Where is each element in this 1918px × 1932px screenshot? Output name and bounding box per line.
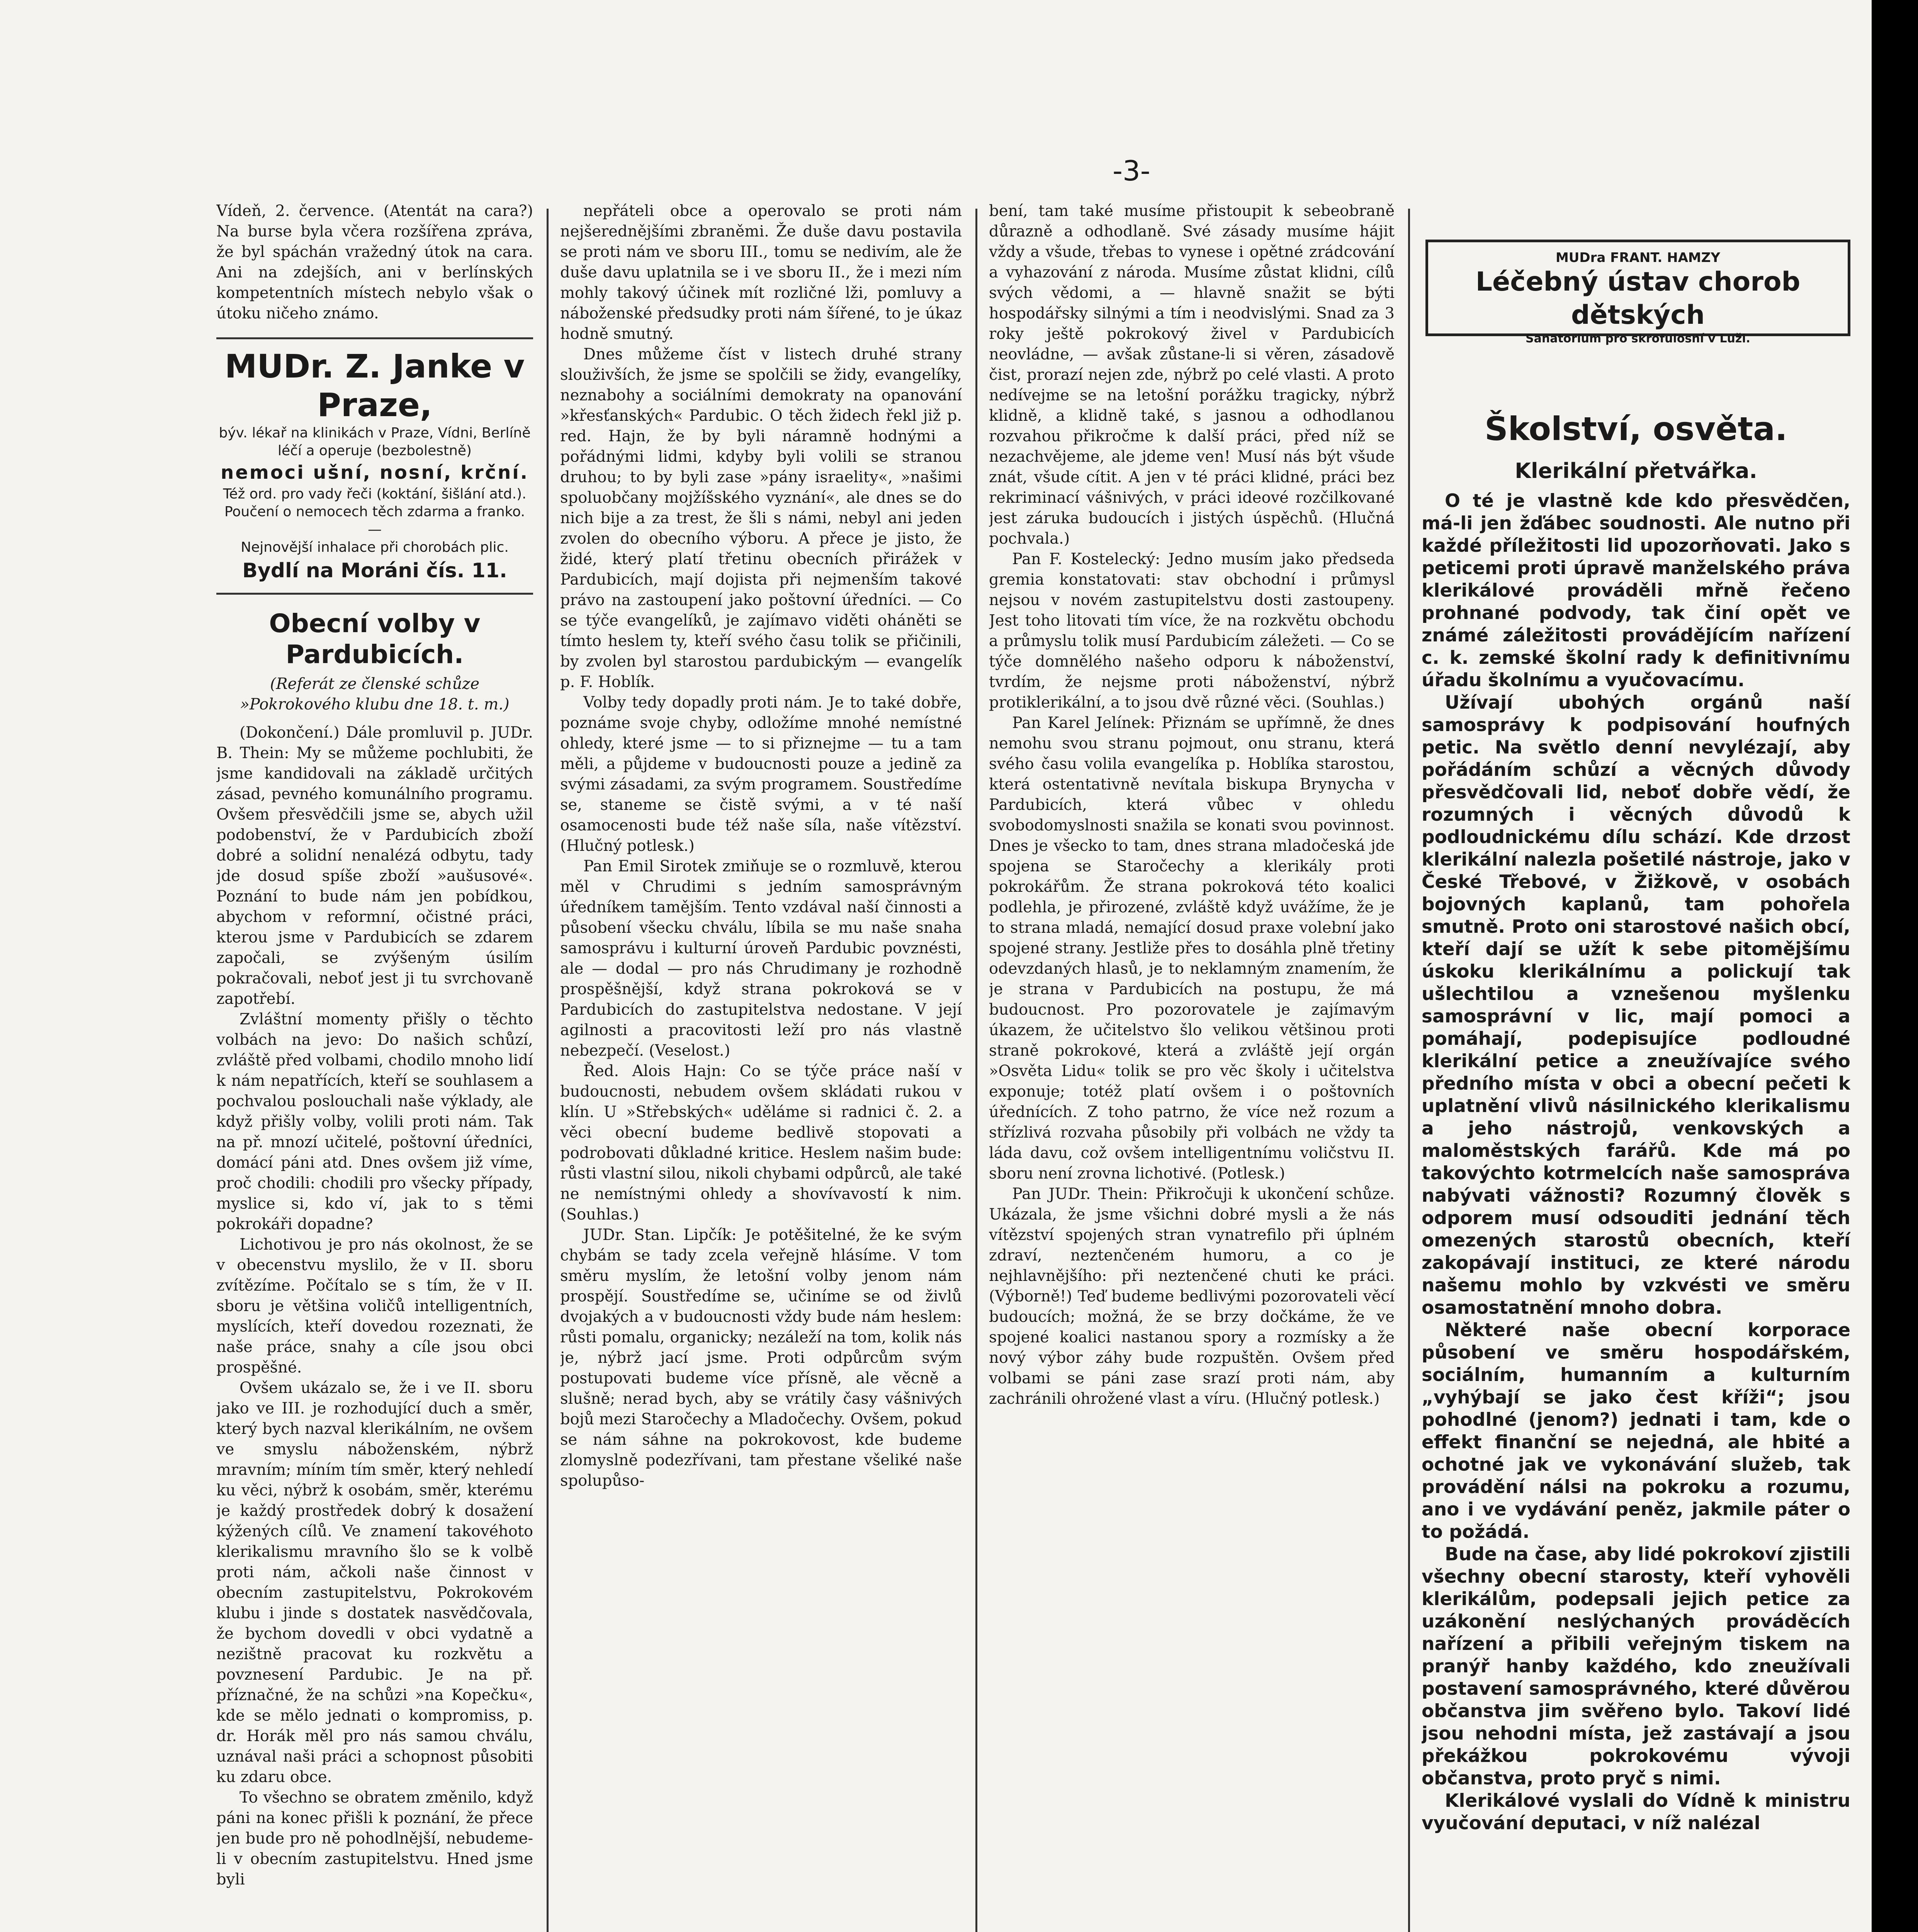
sanatorium-ad-title: Léčebný ústav chorob dětských	[1475, 267, 1801, 330]
paragraph: Užívají ubohých orgánů naší samosprávy k podpisování houfných petic. Na světlo denní nevylézají, aby pořádáním schůzí a věcných důvody přesvědčovali lid, neboť dobře vědí, že rozumných i věcných důvodů k podloudnickému dílu schází. Kde drzost klerikální nalezla pošetilé nástroje, jako v České Třebové, v Žižkově, v osobách bojovných kaplanů, tam pohořela smutně. Proto oni starostové našich obcí, kteří dají se užít k sebe pitomějšímu úskoku klerikálnímu a polickují tak ušlechtilou a vznešenou myšlenku samosprávní v lic, mají pomoci a pomáhají, podepisujíce podloudné klerikální petice a zneužívajíce svého předního místa v obci a obecní pečeti k uplatnění vlivů násilnického klerikalismu a jeho nástrojů, venkovských a maloměstských farářů. Kde má po takovýchto kotrmelcích naše samospráva nabývati vážnosti? Rozumný člověk s odporem musí odsouditi jednání těch omezených starostů obecních, kteří zakopávají instituci, ze které národu našemu mohlo by vzkvésti ve směru osamostatnění mnoho dobra.	[1422, 692, 1850, 1318]
paragraph: Pan F. Kostelecký: Jedno musím jako předseda gremia konstatovati: stav obchodní i průmysl nejsou v novém zastupitelstvu dosti zastoupeny. Jest toho litovati tím více, že na rozkvětu obchodu a průmyslu tolik musí Pardubicím záležeti. — Co se týče domnělého našeho odporu k náboženství, tvrdím, že nejsme proti náboženství, nýbrž protiklerikální, a to jsou dvě různé věci. (Souhlas.)	[989, 550, 1395, 711]
paragraph: Pan Emil Sirotek zmiňuje se o rozmluvě, kterou měl v Chrudimi s jedním samosprávným úředníkem tamějším. Tento vzdával naší činnosti a působení všecku chválu, líbila se mu naše snaha samosprávu i kulturní úroveň Pardubic povznésti, ale — dodal — pro nás Chrudimany je rozhodně prospěšnější, když strana pokroková se v Pardubicích do zastupitelstva nedostane. V její agilnosti a pracovitosti leží pro nás vlastně nebezpečí. (Veselost.)	[560, 857, 962, 1060]
sanatorium-ad	[1425, 240, 1850, 345]
sanatorium-ad-doctor: MUDra FRANT. HAMZY	[1555, 250, 1721, 265]
paragraph: bení, tam také musíme přistoupit k sebeobraně důrazně a odhodlaně. Své zásady musíme hájit vždy a všude, třebas to vynese i opětné zrádcování a vyhazování z národa. Musíme zůstat klidni, cílů svých vědomi, a — hlavně snažit se býti hospodářsky silnými a tím i neodvislými. Snad za 3 roky ještě pokrokový živel v Pardubicích neovládne, — avšak zůstane-li si věren, zásadově čist, prorazí nejen zde, nýbrž po celé vlasti. A proto nedívejme se na letošní porážku tragicky, nýbrž klidně, a klidně také, s jasnou a odhodlanou rozvahou přikročme k další práci, před níž se nezachvějeme, ale jdeme ven! Musí nás být všude znát, všude cítit. A jen v té práci klidné, práci bez rekriminací vášnivých, v práci ideové rozčilkované jest záruka budoucích i jistých úspěchů. (Hlučná pochvala.)	[989, 202, 1395, 548]
doctor-ad-title: MUDr. Z. Janke v Praze,	[224, 347, 525, 424]
paragraph: Volby tedy dopadly proti nám. Je to také dobře, poznáme svoje chyby, odložíme mnohé nemístné ohledy, které jsme — to si přiznejme — tu a tam měli, a půjdeme v budoucnosti pouze a jedině za svými zásadami, za svým programem. Soustředíme se, staneme se čistě svými, a v té naší osamocenosti bude též naše síla, naše vítězství. (Hlučný potlesk.)	[560, 694, 962, 855]
article-headline: Obecní volby v Pardubicích.	[269, 609, 481, 669]
sanatorium-ad-subtitle: Sanatorium pro skrofulosní v Luži.	[1526, 332, 1750, 345]
column-4	[1422, 402, 1850, 1932]
doctor-ad-line: Nejnovější inhalace při chorobách plic.	[241, 539, 509, 555]
article-title: Klerikální přetvářka.	[1515, 459, 1757, 483]
section-title: Školství, osvěta.	[1485, 410, 1787, 448]
paragraph: nepřáteli obce a operovalo se proti nám nejšerednějšími zbraněmi. Že duše davu postavila se proti nám ve sboru III., tomu se nedivím, ale že duše davu uplatnila se i ve sboru II., že i mezi ním mohly takový účinek mít rozličné lži, pomluvy a náboženské předsudky proti nám šířené, to je úkaz hodně smutný.	[560, 202, 962, 343]
paragraph: Řed. Alois Hajn: Co se týče práce naší v budoucnosti, nebudem ovšem skládati rukou v klín. U »Střebských« uděláme si radnici č. 2. a věci obecní budeme bedlivě stopovati a podrobovati důkladné kritice. Heslem našim bude: růsti vlastní silou, nikoli chybami odpůrců, ale také ne nemístnými ohledy a shovívavostí k nim. (Souhlas.)	[560, 1062, 962, 1223]
column-2	[560, 201, 962, 1932]
column-divider	[547, 209, 549, 1932]
page-number: -3-	[1113, 155, 1150, 187]
paragraph: Některé naše obecní korporace působení ve směru hospodářském, sociálním, humanním a kulturním „vyhýbají se jako čest kříži“; jsou pohodlné (jenom?) jednati i tam, kde o effekt finanční se nejedná, ale hbité a ochotné jak ve vykonávání služeb, tak provádění nálsi na pokroku a rozumu, ano i ve vydávání peněz, jakmile páter o to požádá.	[1422, 1320, 1850, 1543]
doctor-ad-line: léčí a operuje (bezbolestně)	[278, 443, 472, 459]
doctor-ad-address: Bydlí na Moráni čís. 11.	[242, 559, 507, 582]
doctor-ad-line: Též ord. pro vady řeči (koktání, šišlání atd.).	[223, 486, 527, 502]
doctor-ad-specialties: nemoci ušní, nosní, krční.	[221, 462, 529, 483]
paragraph: Pan Karel Jelínek: Přiznám se upřímně, že dnes nemohu svou stranu pojmout, onu stranu, která svého času volila evangelíka p. Hoblíka starostou, která ostentativně nevítala biskupa Brynycha v Pardubicích, která vůbec v ohledu svobodomyslnosti snažila se konati svou povinnost. Dnes je všecko to tam, dnes strana mladočeská jde spojena se Staročechy a klerikály proti pokrokářům. Že strana pokroková této koalici podlehla, je přirozené, zvláště když uvážíme, že je to strana mladá, nemající dosud praxe volební jako spojené strany. Jestliže přes to dosáhla plně třetiny odevzdaných hlasů, je to neklamným znamením, že je strana v Pardubicích na postupu, že má budoucnost. Pro pozorovatele je zajímavým úkazem, že učitelstvo šlo velikou většinou proti straně pokrokové, která a zvláště její orgán »Osvěta Lidu« tolik se pro věc školy i učitelstva exponuje; totéž platí ovšem i o poštovních úřednících. Z toho patrno, že více než rozum a střízlivá rozvaha působily při volbách ne vždy ta láda davu, což ovšem intelligentnímu voličstvu II. sboru není zrovna lichotivé. (Potlesk.)	[989, 714, 1395, 1182]
doctor-ad-line: Poučení o nemocech těch zdarma a franko. —	[224, 504, 525, 537]
scan-edge	[1872, 0, 1918, 1932]
column-1	[216, 201, 533, 1932]
paragraph: Bude na čase, aby lidé pokrokoví zjistili všechny obecní starosty, kteří vyhověli klerikálům, podepsali jejich petice za uzákonění neslýchaných prováděcích nařízení a přibili veřejným tiskem na pranýř hanby každého, kdo zneužívali postavení samosprávného, které důvěrou občanstva jim svěřeno bylo. Takoví lidé jsou nehodni místa, jež zastávají a jsou překážkou pokrokovému vývoji občanstva, proto pryč s nimi.	[1422, 1544, 1850, 1789]
paragraph: Dnes můžeme číst v listech druhé strany slouživších, že jsme se spolčili se židy, evangelíky, neznabohy a sociálními demokraty na opanování »křesťanských« Pardubic. O těch židech řekl již p. red. Hajn, že by byli náramně hodnými a pořádnými lidmi, kdyby byli volili se stranou druhou; to by byli zase »pány israelity«, »našimi spoluobčany mojžíšského vyznání«, ale dnes se do nich bije a za trest, že šli s námi, nebyl ani jeden zvolen do obecního výboru. A přece je jisto, že židé, který platí třetinu obecních přirážek v Pardubicích, mají dojista při nejmenším takové právo na zastoupení jako poštovní úředníci. — Co se týče evangelíků, je zajímavo viděti oháněti se tímto heslem ty, kteří svého času tolik se přičinili, by zvolen byl starostou pardubickým — evangelík p. F. Hoblík.	[560, 345, 962, 691]
paragraph: Ovšem ukázalo se, že i ve II. sboru jako ve III. je rozhodující duch a směr, který bych nazval klerikálním, ne ovšem ve smyslu náboženském, nýbrž mravním; míním tím směr, který nehledí ku věci, nýbrž k osobám, směr, kterému je každý prostředek dobrý k dosažení kýžených cílů. Ve znamení takovéhoto klerikalismu mravního šlo se k volbě proti nám, ačkoli naše činnost v obecním zastupitelstvu, Pokrokovém klubu i jinde s dostatek nasvědčovala, že bychom dovedli v obci vydatně a nezištně pracovat ku rozkvětu a povznesení Pardubic. Je na př. příznačné, že na schůzi »na Kopečku«, kde se mělo jednati o kompromiss, p. dr. Horák měl pro nás samou chválu, uznával naši práci a schopnost působiti ku zdaru obce.	[216, 1379, 533, 1786]
column-divider	[1408, 209, 1410, 1932]
doctor-ad	[216, 337, 533, 595]
paragraph: Klerikálové vyslali do Vídně k ministru vyučování deputaci, v níž nalézal	[1422, 1790, 1850, 1834]
paragraph: JUDr. Stan. Lipčík: Je potěšitelné, že ke svým chybám se tady zcela veřejně hlásíme. V tom směru myslím, že letošní volby jenom nám prospějí. Soustředíme se, učiníme se od živlů dvojakých a v budoucnosti vždy bude nám heslem: růsti pomalu, organicky; nezáleží na tom, kolik nás je, nýbrž jací jsme. Proti odpůrcům svým postupovati budeme více přísně, ale věcně a slušně; nerad bych, aby se vrátily časy vášnivých bojů mezi Staročechy a Mladočechy. Ovšem, pokud se nám sáhne na pokrokovost, kde budeme zlomyslně podezřívani, tam přestane všeliké naše spolupůso-	[560, 1226, 962, 1490]
paragraph: Zvláštní momenty přišly o těchto volbách na jevo: Do našich schůzí, zvláště před volbami, chodilo mnoho lidí k nám nepatřících, kteří se souhlasem a pochvalou poslouchali naše výklady, ale když přišly volby, volili proti nám. Tak na př. mnozí učitelé, poštovní úředníci, domácí páni atd. Dnes ovšem již víme, proč chodili: chodili pro všecky případy, myslice si, kdo ví, jak to s těmi pokrokáři dopadne?	[216, 1010, 533, 1233]
paragraph: (Dokončení.) Dále promluvil p. JUDr. B. Thein: My se můžeme pochlubiti, že jsme kandidovali na základě určitých zásad, pevného komunálního programu. Ovšem přesvědčili jsme se, abych užil podobenství, že v Pardubicích zboží dobré a solidní nenalézá odbytu, tady jde dosud spíše zboží »aušusové«. Poznání to bude nám jen pobídkou, abychom v reformní, očistné práci, kterou jsme v Pardubicích se zdarem započali, se zvýšeným úsilím pokračovali, neboť jest ji tu svrchovaně zapotřebí.	[216, 724, 533, 1008]
column-divider	[975, 209, 977, 1932]
news-brief-vienna: Vídeň, 2. července. (Atentát na cara?) Na burse byla včera rozšířena zpráva, že byl spáchán vražedný útok na cara. Ani na zdejších, ani v berlínských kompetentních místech nebylo však o útoku ničeho známo.	[216, 202, 533, 322]
doctor-ad-line: býv. lékař na klinikách v Praze, Vídni, Berlíně	[219, 425, 531, 441]
paragraph: O té je vlastně kde kdo přesvědčen, má-li jen žďábec soudnosti. Ale nutno při každé příležitosti lid upozorňovati. Jako s peticemi proti úpravě manželského práva klerikálové prováděli mřně řečeno prohnané podvody, tak činí opět ve známé záležitosti provádějícím nařízení c. k. zemské školní rady k definitivnímu úřadu školnímu a vyučovacímu.	[1422, 490, 1850, 691]
article-subhead: (Referát ze členské schůze »Pokrokového klubu dne 18. t. m.)	[240, 675, 510, 713]
column-3	[989, 201, 1395, 1932]
paragraph: To všechno se obratem změnilo, když páni na konec přišli k poznání, že přece jen bude pro ně pohodlnější, nebudeme-li v obecním zastupitelstvu. Hned jsme byli	[216, 1789, 533, 1888]
paragraph: Pan JUDr. Thein: Přikročuji k ukončení schůze. Ukázala, že jsme všichni dobré mysli a že nás vítězství spojených stran vynatrefilo při úplném zdraví, neztenčeném humoru, a co je nejhlavnějšího: při neztenčené chuti ke práci. (Výborně!) Teď budeme bedlivými pozorovateli věcí budoucích; možná, že se brzy dočkáme, že ve spojené koalici nastanou spory a rozmísky a že nový výbor záhy bude rozpuštěn. Ovšem před volbami se páni zase srazí proti nám, aby zachránili ohrožené vlast a víru. (Hlučný potlesk.)	[989, 1185, 1395, 1408]
paragraph: Lichotivou je pro nás okolnost, že se v obecenstvu myslilo, že v II. sboru zvítězíme. Počítalo se s tím, že v II. sboru je většina voličů intelligentních, myslících, kteří dovedou rozeznati, že naše práce, snahy a cíle jsou obci prospěšné.	[216, 1236, 533, 1376]
